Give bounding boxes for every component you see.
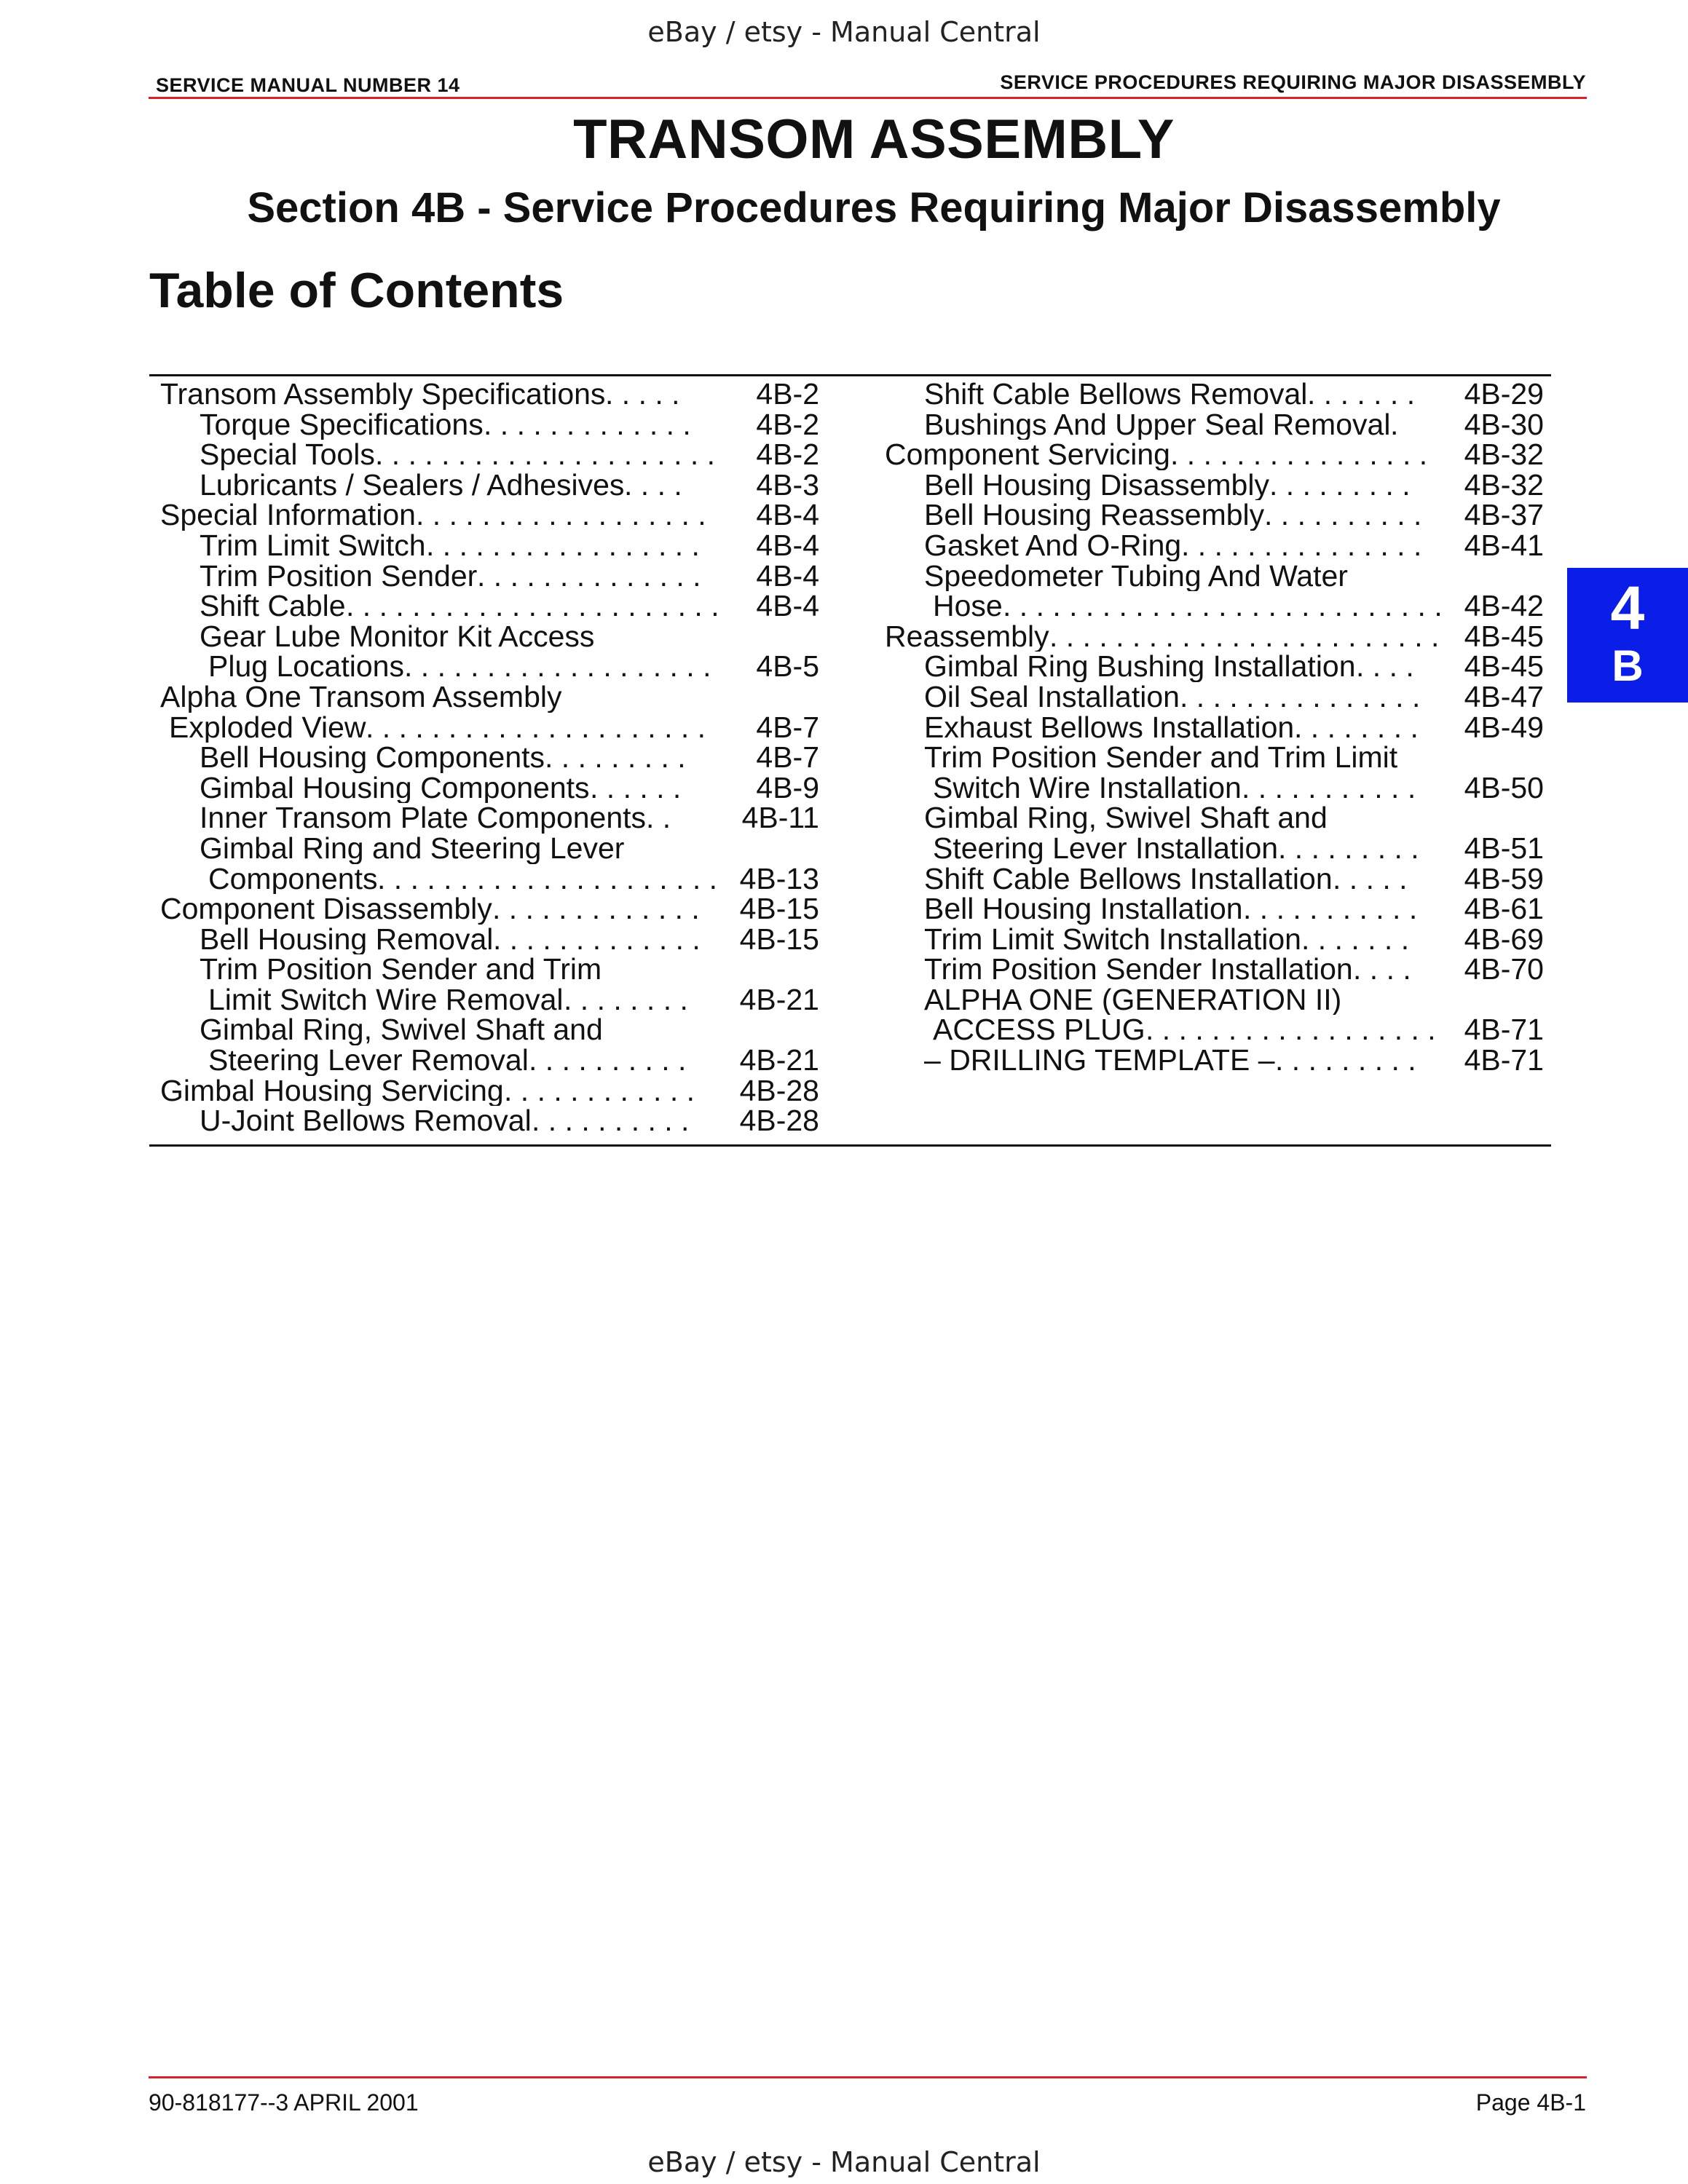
toc-entry-page: 4B-45	[1464, 652, 1544, 682]
toc-entry	[885, 834, 1544, 864]
toc-entry-leader: . . . . . . . . . . . . . . . . . . . . . . . .	[1049, 621, 1440, 652]
toc-entry	[885, 803, 1544, 834]
toc-entry-title: Exhaust Bellows Installation	[924, 712, 1295, 743]
toc-entry-page: 4B-69	[1464, 924, 1544, 955]
toc-entry-leader: . . . . . . . .	[1294, 712, 1419, 743]
toc-entry-title: Speedometer Tubing And Water	[924, 561, 1348, 592]
toc-entry-title: Exploded View	[169, 712, 366, 743]
toc-entry-title: Bushings And Upper Seal Removal	[924, 409, 1391, 440]
toc-entry	[160, 713, 819, 743]
toc-entry-leader: . . . . . . . . . . . . . .	[477, 561, 701, 592]
toc-entry	[160, 803, 819, 834]
toc-entry	[160, 1076, 819, 1107]
toc-entry-title: Shift Cable Bellows Installation	[924, 863, 1333, 895]
toc-entry-page: 4B-30	[1464, 409, 1544, 440]
toc-entry-title: Bell Housing Reassembly	[924, 500, 1265, 531]
toc-entry-leader: . . . . .	[1333, 863, 1408, 895]
toc-entry-leader: . . . .	[1356, 652, 1414, 682]
toc-entry-title: Shift Cable	[200, 591, 346, 622]
toc-entry-page: 4B-50	[1464, 772, 1544, 804]
toc-entry-title: Shift Cable Bellows Removal	[924, 379, 1308, 410]
toc-entry-title: U-Joint Bellows Removal	[200, 1106, 532, 1136]
toc-entry	[885, 379, 1544, 410]
toc-entry-leader: .	[1390, 409, 1399, 440]
toc-entry-page: 4B-4	[756, 591, 819, 622]
toc-entry-leader: . . . . . .	[590, 772, 682, 804]
toc-entry-title: Trim Position Sender and Trim	[200, 954, 602, 985]
toc-entry	[160, 652, 819, 682]
toc-entry	[160, 379, 819, 410]
toc-entry	[160, 743, 819, 773]
toc-entry-title: Bell Housing Disassembly	[924, 470, 1269, 501]
toc-entry	[885, 682, 1544, 713]
toc-entry-page: 4B-47	[1464, 681, 1544, 713]
toc-entry	[885, 410, 1544, 440]
toc-entry-title: Hose	[933, 591, 1003, 622]
toc-entry-page: 4B-2	[756, 440, 819, 470]
toc-entry-page: 4B-4	[756, 561, 819, 592]
toc-entry-leader: . . . . . . . . . .	[1264, 500, 1422, 531]
toc-entry	[885, 652, 1544, 682]
toc-entry-page: 4B-21	[739, 1045, 819, 1076]
toc-entry-page: 4B-7	[756, 712, 819, 743]
toc-entry-page: 4B-45	[1464, 621, 1544, 652]
toc-entry-title: Steering Lever Removal	[208, 1045, 529, 1076]
toc-entry	[160, 834, 819, 864]
toc-entry-leader: . . . . . . . . . . . . . . . . . . . . .	[366, 712, 706, 743]
toc-entry-title: Components	[208, 863, 378, 895]
page-title: TRANSOM ASSEMBLY	[573, 108, 1175, 170]
toc-entry	[160, 410, 819, 440]
toc-entry-title: Component Servicing	[885, 440, 1170, 470]
toc-entry-page: 4B-9	[756, 772, 819, 804]
toc-entry	[160, 500, 819, 531]
toc-entry	[885, 591, 1544, 622]
toc-entry-title: Trim Limit Switch Installation	[924, 924, 1301, 955]
toc-entry-page: 4B-42	[1464, 591, 1544, 622]
toc-entry	[160, 1015, 819, 1045]
toc-entry-leader: . . . . . . . . . . . . . . . . .	[426, 530, 700, 561]
toc-entry-page: 4B-71	[1464, 1015, 1544, 1046]
toc-entry	[885, 864, 1544, 895]
toc-entry-page: 4B-3	[756, 470, 819, 501]
toc-entry	[160, 682, 819, 713]
toc-entry-page: 4B-59	[1464, 863, 1544, 895]
toc-entry	[885, 985, 1544, 1016]
toc-entry-page: 4B-7	[756, 743, 819, 773]
toc-entry-title: Steering Lever Installation	[933, 833, 1279, 864]
watermark-bottom: eBay / etsy - Manual Central	[647, 2146, 1041, 2178]
toc-entry-leader: . . . . . . . . . . . . . . . . . . . . .	[375, 440, 716, 470]
watermark-top: eBay / etsy - Manual Central	[647, 16, 1041, 48]
toc-entry-leader: . . . . . . . . .	[1278, 833, 1419, 864]
toc-entry-page: 4B-49	[1464, 712, 1544, 743]
toc-entry-page: 4B-2	[756, 379, 819, 410]
toc-entry-title: Gasket And O-Ring	[924, 530, 1182, 561]
toc-entry-leader: . . . . . . . . . . . . . . . . . .	[1145, 1015, 1436, 1046]
toc-entry-title: Trim Position Sender Installation	[924, 954, 1353, 985]
toc-entry-title: Lubricants / Sealers / Adhesives	[200, 470, 625, 501]
toc-entry	[885, 773, 1544, 804]
footer-document-number: 90-818177--3 APRIL 2001	[149, 2089, 419, 2116]
toc-entry	[160, 1045, 819, 1076]
toc-entry-title: Plug Locations	[208, 652, 404, 682]
toc-entry-page: 4B-28	[739, 1075, 819, 1107]
toc-entry-title: Alpha One Transom Assembly	[160, 681, 562, 713]
toc-entry-title: Component Disassembly	[160, 894, 492, 925]
toc-entry	[160, 440, 819, 470]
toc-entry-leader: . . . . . . . . .	[545, 743, 686, 773]
toc-right-column	[885, 379, 1544, 1076]
toc-entry-page: 4B-4	[756, 530, 819, 561]
toc-entry-title: Transom Assembly Specifications	[160, 379, 606, 410]
toc-entry-page: 4B-61	[1464, 894, 1544, 925]
header-manual-number: SERVICE MANUAL NUMBER 14	[156, 74, 460, 96]
toc-entry-page: 4B-13	[739, 863, 819, 895]
toc-entry	[160, 894, 819, 925]
toc-entry	[885, 500, 1544, 531]
toc-entry-leader: . . . . . . . . .	[1275, 1045, 1416, 1076]
toc-entry-page: 4B-32	[1464, 470, 1544, 501]
toc-entry-page: 4B-15	[739, 924, 819, 955]
toc-entry-title: Oil Seal Installation	[924, 681, 1180, 713]
toc-entry-title: Switch Wire Installation	[933, 772, 1242, 804]
toc-entry	[885, 531, 1544, 561]
toc-entry	[885, 622, 1544, 652]
toc-entry-leader: . . . . . . . . . . . . . . . . . . . . . . .	[346, 591, 719, 622]
toc-bottom-rule	[149, 1144, 1551, 1147]
toc-entry-page: 4B-4	[756, 500, 819, 531]
toc-entry-page: 4B-11	[741, 803, 819, 834]
toc-entry-title: Gimbal Ring and Steering Lever	[200, 833, 625, 864]
toc-entry-leader: . . . . . . . . . . . . .	[484, 409, 691, 440]
toc-entry	[160, 591, 819, 622]
toc-entry-leader: . . . . . . . . . . . . . . . .	[1170, 440, 1428, 470]
toc-entry-title: Gimbal Housing Components	[200, 772, 590, 804]
toc-entry-leader: . .	[646, 803, 671, 834]
toc-entry-leader: . . . . . . . . . . . . . . .	[1181, 530, 1422, 561]
toc-entry-leader: . . . . . . . . . . . . . . . . . . . . .	[377, 863, 718, 895]
footer-rule	[149, 2076, 1587, 2078]
toc-entry-page: 4B-21	[739, 984, 819, 1016]
toc-entry-page: 4B-71	[1464, 1045, 1544, 1076]
toc-entry-leader: . . . . . . . . . . . .	[504, 1075, 695, 1107]
section-tab-number: 4	[1610, 574, 1645, 642]
toc-entry-title: Gimbal Ring Bushing Installation	[924, 652, 1356, 682]
toc-entry	[160, 1106, 819, 1136]
toc-entry-leader: . . . . . . . . . . .	[1242, 772, 1416, 804]
section-tab-letter: B	[1612, 641, 1644, 690]
toc-entry-page: 4B-37	[1464, 500, 1544, 531]
toc-entry	[885, 954, 1544, 985]
footer-page-number: Page 4B-1	[1475, 2089, 1586, 2116]
toc-entry-title: Special Tools	[200, 440, 375, 470]
toc-entry	[160, 773, 819, 804]
toc-entry-page: 4B-70	[1464, 954, 1544, 985]
toc-entry	[885, 1045, 1544, 1076]
toc-entry-title: ACCESS PLUG	[933, 1015, 1145, 1046]
toc-entry-leader: . . . . .	[605, 379, 680, 410]
toc-entry-title: Gimbal Ring, Swivel Shaft and	[924, 803, 1328, 834]
toc-entry-leader: . . . . . . . . . . . . . . .	[1180, 681, 1421, 713]
toc-entry-page: 4B-15	[739, 894, 819, 925]
toc-entry-leader: . . . .	[624, 470, 682, 501]
toc-entry-page: 4B-41	[1464, 530, 1544, 561]
toc-entry	[160, 954, 819, 985]
toc-entry	[885, 440, 1544, 470]
toc-entry-leader: . . . . . . . . . .	[532, 1106, 690, 1136]
toc-entry-title: Inner Transom Plate Components	[200, 803, 647, 834]
toc-entry-title: Bell Housing Components	[200, 743, 545, 773]
toc-entry-leader: . . . . . . . . . . . . . . . . . . . . . . . . . . .	[1003, 591, 1443, 622]
toc-entry	[160, 561, 819, 592]
toc-entry-leader: . . . . . . . . . . . . .	[493, 924, 701, 955]
toc-entry	[885, 561, 1544, 592]
toc-entry-leader: . . . . . . . . . . .	[1243, 894, 1418, 925]
toc-entry	[160, 531, 819, 561]
toc-entry	[885, 713, 1544, 743]
toc-entry-title: Gimbal Ring, Swivel Shaft and	[200, 1015, 603, 1046]
toc-entry-title: Trim Position Sender and Trim Limit	[924, 743, 1398, 773]
toc-top-rule	[149, 374, 1551, 376]
toc-entry	[160, 470, 819, 501]
toc-entry-page: 4B-2	[756, 409, 819, 440]
toc-entry	[160, 622, 819, 652]
toc-entry-page: 4B-51	[1464, 833, 1544, 864]
toc-entry-title: – DRILLING TEMPLATE –	[924, 1045, 1275, 1076]
toc-entry-leader: . . . .	[1353, 954, 1411, 985]
toc-entry-leader: . . . . . . . . . . . . .	[492, 894, 700, 925]
toc-entry-title: Torque Specifications	[200, 409, 484, 440]
toc-entry-page: 4B-28	[739, 1106, 819, 1136]
header-rule	[149, 97, 1587, 99]
section-tab	[1567, 568, 1688, 703]
toc-entry	[885, 470, 1544, 501]
toc-entry	[885, 894, 1544, 925]
toc-entry	[885, 743, 1544, 773]
toc-entry-title: Trim Position Sender	[200, 561, 478, 592]
toc-entry-title: Bell Housing Installation	[924, 894, 1243, 925]
toc-entry-leader: . . . . . . . . .	[1269, 470, 1411, 501]
toc-entry-title: Limit Switch Wire Removal	[208, 984, 564, 1016]
toc-entry-page: 4B-5	[756, 652, 819, 682]
toc-left-column	[160, 379, 819, 1136]
section-subtitle: Section 4B - Service Procedures Requiring Major Disassembly	[247, 184, 1501, 232]
toc-entry-leader: . . . . . . . . . . . . . . . . . .	[416, 500, 706, 531]
toc-entry	[160, 985, 819, 1016]
toc-entry-leader: . . . . . . . . . .	[529, 1045, 687, 1076]
toc-entry-title: Trim Limit Switch	[200, 530, 426, 561]
toc-entry-title: Reassembly	[885, 621, 1049, 652]
toc-entry-title: ALPHA ONE (GENERATION II)	[924, 984, 1342, 1016]
toc-entry	[885, 1015, 1544, 1045]
toc-entry-title: Bell Housing Removal	[200, 924, 494, 955]
toc-entry-title: Gimbal Housing Servicing	[160, 1075, 504, 1107]
toc-entry	[885, 925, 1544, 955]
toc-entry-leader: . . . . . . .	[1301, 924, 1410, 955]
toc-entry-leader: . . . . . . . . . . . . . . . . . . .	[404, 652, 711, 682]
toc-entry-page: 4B-32	[1464, 440, 1544, 470]
toc-entry-page: 4B-29	[1464, 379, 1544, 410]
toc-heading: Table of Contents	[149, 263, 564, 318]
toc-entry	[160, 864, 819, 895]
header-section-name: SERVICE PROCEDURES REQUIRING MAJOR DISASSEMBLY	[1000, 71, 1586, 93]
toc-entry-title: Special Information	[160, 500, 416, 531]
toc-entry-title: Gear Lube Monitor Kit Access	[200, 621, 595, 652]
toc-entry-leader: . . . . . . . .	[564, 984, 688, 1016]
toc-entry-leader: . . . . . . .	[1307, 379, 1416, 410]
toc-entry	[160, 925, 819, 955]
